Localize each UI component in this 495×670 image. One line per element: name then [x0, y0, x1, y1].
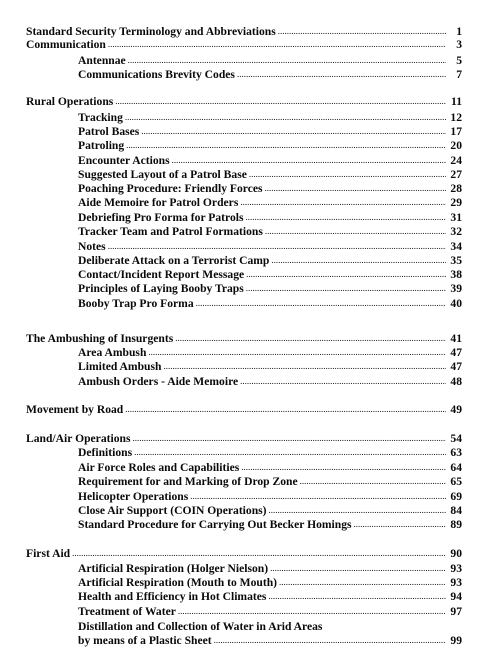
toc-entry-title: Helicopter Operations [78, 490, 189, 503]
dot-leader [268, 590, 446, 603]
dot-leader [125, 111, 446, 124]
toc-entry [26, 332, 462, 345]
toc-entry-page-number: 20 [450, 139, 462, 152]
dot-leader [132, 432, 446, 445]
toc-entry [78, 504, 462, 517]
toc-entry-title: Patroling [78, 139, 125, 152]
toc-entry [78, 154, 462, 167]
toc-entry-page-number: 27 [450, 168, 462, 181]
toc-entry [78, 196, 462, 209]
toc-entry-title: Encounter Actions [78, 154, 170, 167]
toc-entry-title: Communications Brevity Codes [78, 68, 235, 81]
toc-entry-page-number: 11 [451, 95, 462, 108]
dot-leader [278, 25, 446, 38]
toc-entry [78, 225, 462, 238]
toc-entry-page-number: 39 [450, 282, 462, 295]
toc-entry-title: Aide Memoire for Patrol Orders [78, 196, 239, 209]
toc-entry [78, 490, 462, 503]
toc-entry [78, 518, 462, 531]
toc-entry-page-number: 99 [450, 634, 462, 647]
toc-entry-title: Treatment of Water [78, 605, 176, 618]
dot-leader [128, 54, 446, 67]
dot-leader [190, 490, 446, 503]
toc-entry-page-number: 48 [450, 375, 462, 388]
toc-entry-title: Standard Security Terminology and Abbreviations [26, 25, 276, 38]
toc-entry-page-number: 38 [450, 268, 462, 281]
toc-entry-page-number: 47 [450, 360, 462, 373]
toc-entry [78, 446, 462, 459]
toc-entry-page-number: 32 [450, 225, 462, 238]
dot-leader [148, 346, 446, 359]
toc-entry [78, 211, 462, 224]
dot-leader [126, 139, 446, 152]
toc-entry-page-number: 31 [450, 211, 462, 224]
dot-leader [125, 403, 446, 416]
toc-entry [78, 360, 462, 373]
toc-entry-title: Suggested Layout of a Patrol Base [78, 168, 247, 181]
toc-entry-page-number: 54 [450, 432, 462, 445]
toc-entry [78, 282, 462, 295]
dot-leader [196, 297, 446, 310]
toc-entry-page-number: 89 [450, 518, 462, 531]
toc-entry-page-number: 17 [450, 125, 462, 138]
dot-leader [246, 268, 446, 281]
dot-leader [72, 547, 446, 560]
toc-entry-page-number: 69 [450, 490, 462, 503]
toc-entry [78, 620, 462, 633]
toc-entry-title: Ambush Orders - Aide Memoire [78, 375, 239, 388]
toc-entry-title: Notes [78, 240, 106, 253]
dot-leader [265, 182, 446, 195]
dot-leader [241, 461, 446, 474]
toc-entry-title: Communication [26, 38, 106, 51]
toc-entry-page-number: 63 [450, 446, 462, 459]
toc-entry [78, 605, 462, 618]
dot-leader [108, 240, 446, 253]
toc-entry-title: Rural Operations [26, 95, 114, 108]
toc-entry-page-number: 28 [450, 182, 462, 195]
dot-leader [240, 375, 446, 388]
toc-entry-title: Contact/Incident Report Message [78, 268, 245, 281]
toc-entry-page-number: 3 [456, 38, 462, 51]
toc-entry [78, 268, 462, 281]
toc-entry-page-number: 34 [450, 240, 462, 253]
toc-entry-title: Standard Procedure for Carrying Out Becker Homings [78, 518, 352, 531]
toc-entry-page-number: 84 [450, 504, 462, 517]
toc-entry-page-number: 1 [456, 25, 462, 38]
toc-entry-page-number: 5 [456, 54, 462, 67]
dot-leader [354, 518, 446, 531]
dot-leader [178, 605, 446, 618]
toc-entry-page-number: 24 [450, 154, 462, 167]
toc-entry [78, 182, 462, 195]
toc-entry [26, 403, 462, 416]
toc-entry [26, 547, 462, 560]
dot-leader [271, 254, 446, 267]
toc-entry [78, 634, 462, 647]
toc-entry-page-number: 40 [450, 297, 462, 310]
toc-entry [78, 68, 462, 81]
dot-leader [246, 211, 447, 224]
dot-leader [265, 225, 446, 238]
toc-entry [78, 461, 462, 474]
toc-entry [78, 297, 462, 310]
toc-entry [78, 562, 462, 575]
dot-leader [249, 168, 446, 181]
toc-entry-title: The Ambushing of Insurgents [26, 332, 174, 345]
toc-entry-title: Artificial Respiration (Holger Nielson) [78, 562, 269, 575]
toc-entry [78, 254, 462, 267]
toc-entry [78, 125, 462, 138]
toc-entry-title: Artificial Respiration (Mouth to Mouth) [78, 576, 278, 589]
dot-leader [270, 562, 446, 575]
toc-entry [26, 432, 462, 445]
dot-leader [172, 154, 446, 167]
toc-entry-page-number: 90 [450, 547, 462, 560]
dot-leader [300, 475, 446, 488]
toc-entry [78, 139, 462, 152]
toc-entry [26, 38, 462, 51]
toc-entry-title: Air Force Roles and Capabilities [78, 461, 240, 474]
dot-leader [269, 504, 446, 517]
toc-entry-page-number: 41 [450, 332, 462, 345]
toc-entry [78, 375, 462, 388]
toc-entry-page-number: 93 [450, 562, 462, 575]
toc-entry-title: Principles of Laying Booby Traps [78, 282, 244, 295]
toc-entry-page-number: 29 [450, 196, 462, 209]
toc-entry-page-number: 97 [450, 605, 462, 618]
toc-entry-title: Distillation and Collection of Water in Arid Areas [78, 620, 323, 633]
dot-leader [175, 332, 446, 345]
dot-leader [163, 360, 446, 373]
toc-entry [78, 240, 462, 253]
toc-entry-title: Booby Trap Pro Forma [78, 297, 194, 310]
toc-entry-page-number: 7 [456, 68, 462, 81]
toc-entry-title: Movement by Road [26, 403, 124, 416]
toc-entry-title: Area Ambush [78, 346, 147, 359]
toc-entry [78, 590, 462, 603]
dot-leader [237, 68, 446, 81]
dot-leader [141, 125, 446, 138]
toc-entry-title: Antennae [78, 54, 126, 67]
toc-entry-page-number: 49 [450, 403, 462, 416]
toc-entry-page-number: 94 [450, 590, 462, 603]
dot-leader [214, 634, 446, 647]
toc-entry-page-number: 93 [450, 576, 462, 589]
dot-leader [115, 95, 446, 108]
toc-entry-title: Limited Ambush [78, 360, 162, 373]
dot-leader [108, 38, 446, 51]
toc-entry-title: Close Air Support (COIN Operations) [78, 504, 267, 517]
toc-entry-page-number: 12 [450, 111, 462, 124]
dot-leader [279, 576, 446, 589]
toc-entry-page-number: 64 [450, 461, 462, 474]
toc-entry [26, 95, 462, 108]
toc-entry-page-number: 47 [450, 346, 462, 359]
toc-entry-title: Requirement for and Marking of Drop Zone [78, 475, 298, 488]
toc-entry-title: Definitions [78, 446, 133, 459]
toc-entry [78, 168, 462, 181]
toc-entry-title: Land/Air Operations [26, 432, 131, 445]
toc-entry [26, 25, 462, 38]
dot-leader [240, 196, 446, 209]
toc-entry-title: by means of a Plastic Sheet [78, 634, 212, 647]
toc-entry [78, 111, 462, 124]
toc-entry [78, 475, 462, 488]
toc-entry-title: Deliberate Attack on a Terrorist Camp [78, 254, 270, 267]
toc-entry [78, 576, 462, 589]
toc-entry-title: Tracking [78, 111, 123, 124]
toc-entry-page-number: 35 [450, 254, 462, 267]
toc-entry-title: Health and Efficiency in Hot Climates [78, 590, 267, 603]
toc-entry-title: Poaching Procedure: Friendly Forces [78, 182, 263, 195]
toc-entry-title: Patrol Bases [78, 125, 140, 138]
toc-entry-title: Debriefing Pro Forma for Patrols [78, 211, 244, 224]
toc-entry [78, 54, 462, 67]
toc-entry-title: First Aid [26, 547, 71, 560]
dot-leader [246, 282, 446, 295]
toc-entry-page-number: 65 [450, 475, 462, 488]
dot-leader [134, 446, 446, 459]
toc-entry [78, 346, 462, 359]
toc-entry-title: Tracker Team and Patrol Formations [78, 225, 263, 238]
